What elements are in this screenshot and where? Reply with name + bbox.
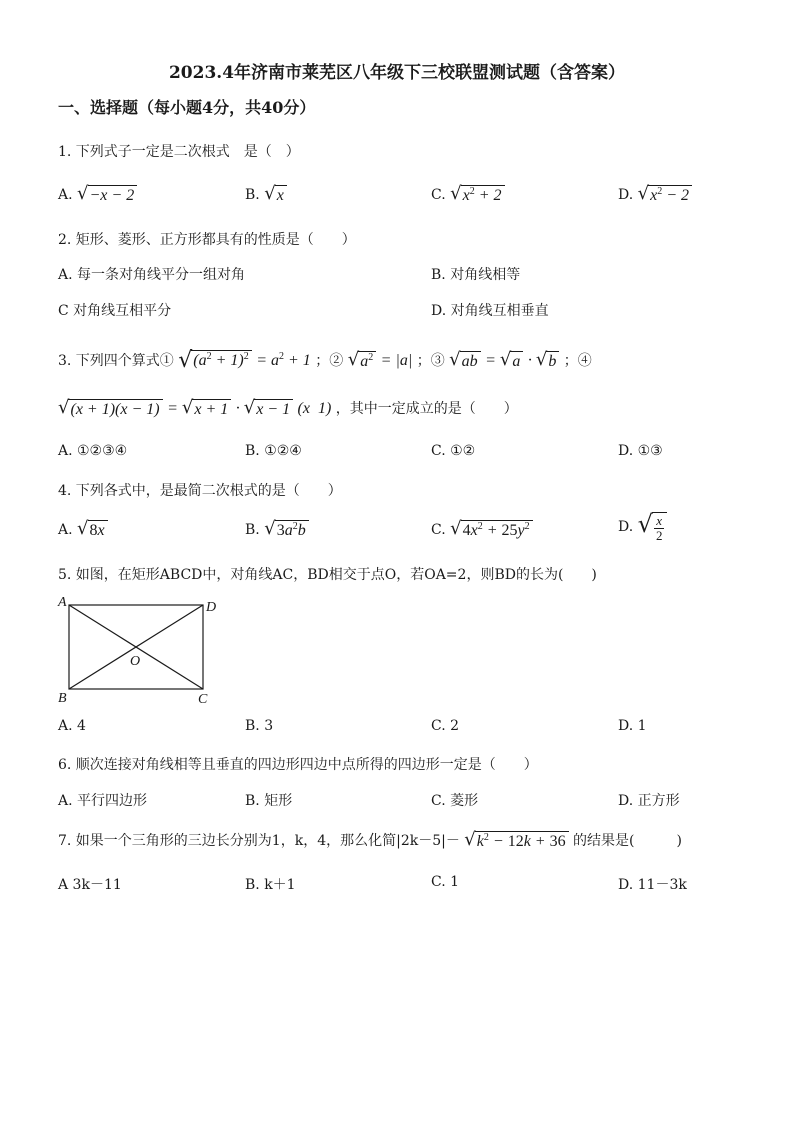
math-expression: = xyxy=(167,400,182,417)
option-letter: A. xyxy=(58,522,73,539)
question-7-stem-post: 的结果是( ) xyxy=(573,833,682,849)
question-4-option-d xyxy=(618,512,667,542)
question-3-tail: ，其中一定成立的是（ ） xyxy=(335,401,518,417)
math-expression: = |a| xyxy=(380,352,413,369)
question-2-option-c: C 对角线互相平分 xyxy=(58,303,172,319)
option-letter: D. xyxy=(618,519,634,536)
question-1-option-d xyxy=(618,185,692,205)
math-expression: √ x − 1 xyxy=(244,399,293,419)
question-1-option-b xyxy=(245,185,287,205)
page-title: 2023.4年济南市莱芜区八年级下三校联盟测试题（含答案） xyxy=(168,63,626,83)
question-1-option-a xyxy=(58,185,137,205)
math-expression: √ x + 1 xyxy=(182,399,231,419)
point-label-o: O xyxy=(130,654,141,669)
math-expression: √ (x + 1)(x − 1) xyxy=(58,399,163,419)
option-letter: D. xyxy=(618,187,634,204)
question-5-option-c: C. 2 xyxy=(431,718,460,734)
question-6-option-d: D. 正方形 xyxy=(618,793,680,809)
vertex-label-d: D xyxy=(206,600,217,615)
math-expression: √ $4x^2 + 25y^2$ xyxy=(450,520,533,540)
question-5-option-d: D. 1 xyxy=(618,718,647,734)
question-7-option-a: A 3k－11 xyxy=(58,877,122,893)
question-5-option-a: A. 4 xyxy=(58,718,86,734)
question-5-stem: 5. 如图，在矩形ABCD中，对角线AC，BD相交于点O，若OA=2，则BD的长为( ) xyxy=(58,567,597,583)
vertex-label-c: C xyxy=(198,692,208,707)
math-expression: √ $x^2 + 2$ xyxy=(450,185,504,205)
question-6-stem: 6. 顺次连接对角线相等且垂直的四边形四边中点所得的四边形一定是（ ） xyxy=(58,757,538,773)
question-3-option-b: B. ①②④ xyxy=(245,443,302,459)
question-3-option-c: C. ①② xyxy=(431,443,476,459)
math-expression: √ $a^2$ xyxy=(348,351,376,371)
question-5-option-b: B. 3 xyxy=(245,718,274,734)
option-letter: A. xyxy=(58,187,73,204)
option-letter: B. xyxy=(245,187,260,204)
question-1-option-c xyxy=(431,185,505,205)
math-expression: √ b xyxy=(536,351,559,371)
question-3-sep-3: ；③ xyxy=(416,353,445,369)
math-expression: √ $k^2 - 12k + 36$ xyxy=(464,831,568,851)
question-3-sep-2: ；② xyxy=(315,353,344,369)
math-expression: = xyxy=(485,352,500,369)
question-6-option-b: B. 矩形 xyxy=(245,793,293,809)
question-6-option-c: C. 菱形 xyxy=(431,793,479,809)
math-expression: √ a xyxy=(500,351,523,371)
math-expression: √ 8x xyxy=(77,520,108,540)
math-expression: · xyxy=(235,400,244,417)
question-1-stem: 1. 下列式子一定是二次根式 是（ ） xyxy=(58,144,300,160)
section-heading: 一、选择题（每小题4分，共40分） xyxy=(58,98,316,117)
math-expression: √ $\frac{x}{2}$ xyxy=(638,512,668,542)
question-3-stem-line-1 xyxy=(58,350,592,372)
vertex-label-a: A xyxy=(58,595,67,610)
option-letter: C. xyxy=(431,187,446,204)
question-2-option-b: B. 对角线相等 xyxy=(431,267,521,283)
math-expression: √ −x − 2 xyxy=(77,185,137,205)
question-7-option-c: C. 1 xyxy=(431,874,460,890)
question-3-option-a: A. ①②③④ xyxy=(58,443,128,459)
option-letter: B. xyxy=(245,522,260,539)
math-expression: = $a^2 + 1$ xyxy=(256,351,311,369)
math-expression: (x 1) xyxy=(297,400,332,417)
question-4-stem: 4. 下列各式中，是最简二次根式的是（ ） xyxy=(58,483,342,499)
question-7-option-b: B. k＋1 xyxy=(245,877,296,893)
question-3-stem-line-2 xyxy=(58,398,518,419)
math-expression: √ x xyxy=(264,185,287,205)
question-4-option-a xyxy=(58,520,108,540)
question-7-stem-pre: 7. 如果一个三角形的三边长分别为1，k，4，那么化简|2k－5|－ xyxy=(58,833,460,849)
question-7-stem xyxy=(58,830,682,851)
math-expression: · xyxy=(527,352,536,369)
question-2-option-d: D. 对角线互相垂直 xyxy=(431,303,549,319)
question-2-option-a: A. 每一条对角线平分一组对角 xyxy=(58,267,246,283)
question-6-option-a: A. 平行四边形 xyxy=(58,793,148,809)
math-expression: √ $(a^2 + 1)^2$ xyxy=(178,350,251,372)
question-3-stem-pre: 3. 下列四个算式① xyxy=(58,353,174,369)
question-2-stem: 2. 矩形、菱形、正方形都具有的性质是（ ） xyxy=(58,232,356,248)
math-expression: √ $3a^2b$ xyxy=(264,520,308,540)
math-expression: √ $x^2 - 2$ xyxy=(638,185,692,205)
math-expression: √ ab xyxy=(449,351,480,371)
rectangle-diagram xyxy=(56,594,226,708)
question-3-option-d: D. ①③ xyxy=(618,443,663,459)
question-3-sep-4: ；④ xyxy=(563,353,592,369)
option-letter: C. xyxy=(431,522,446,539)
question-4-option-c xyxy=(431,520,533,540)
question-4-option-b xyxy=(245,520,309,540)
vertex-label-b: B xyxy=(58,691,67,706)
question-7-option-d: D. 11－3k xyxy=(618,877,687,893)
